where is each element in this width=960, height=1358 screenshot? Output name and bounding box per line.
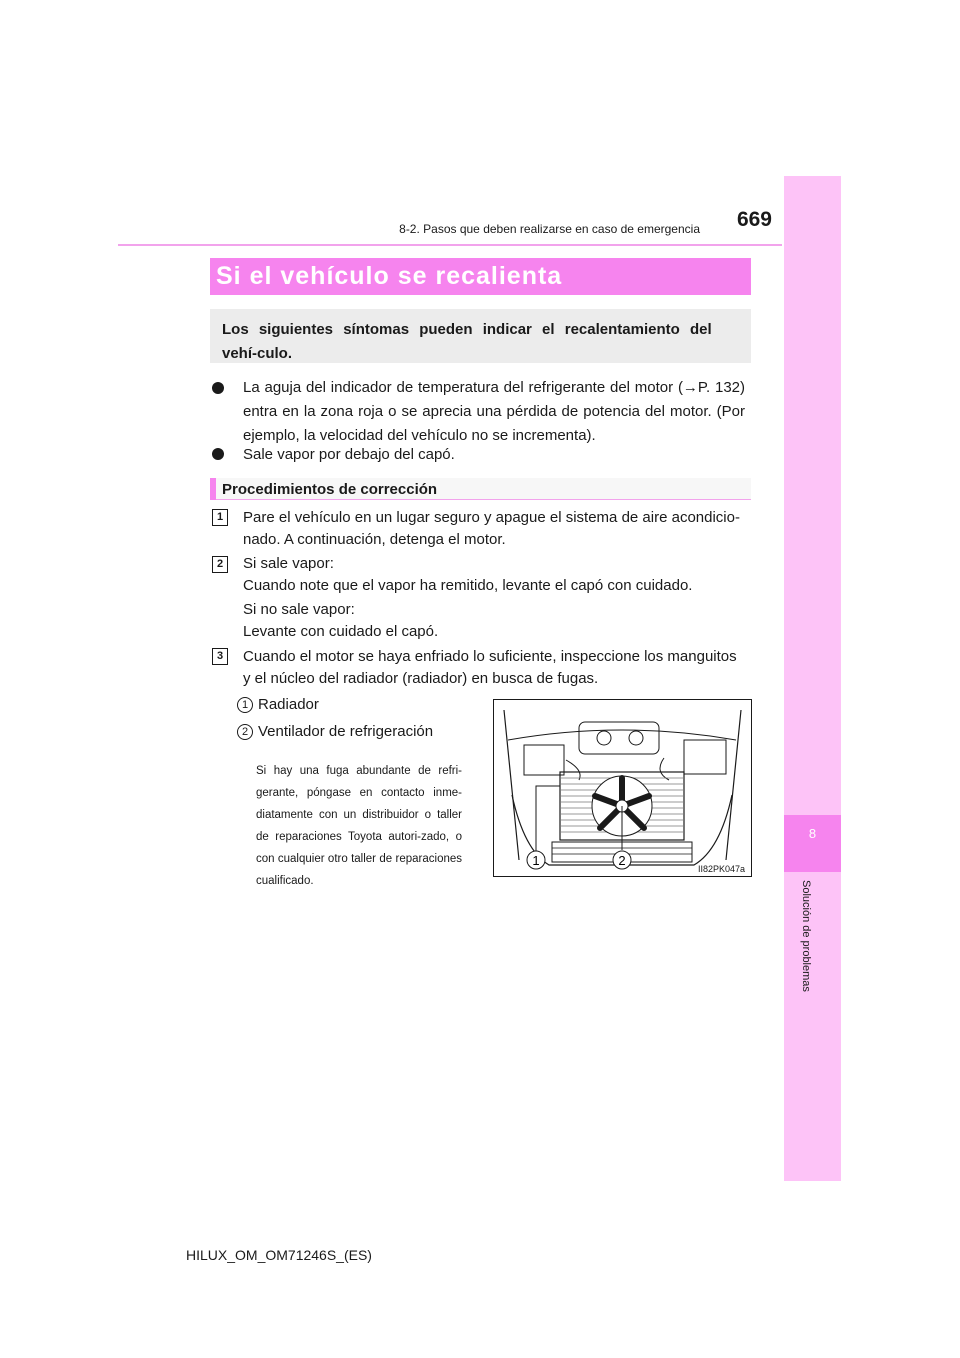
page-number: 669 bbox=[736, 208, 772, 231]
symptom-item: Sale vapor por debajo del capó. bbox=[243, 446, 455, 463]
bullet-icon bbox=[212, 382, 224, 394]
leak-note: Si hay una fuga abundante de refri-gerante, póngase en contacto inme-diatamente con un distribuidor o taller de reparaciones Toyota autori-zado, o con cualquier otro taller de reparaciones cualificado. bbox=[256, 765, 462, 887]
step-text: Si no sale vapor: bbox=[243, 601, 355, 618]
callout-marker: 2 bbox=[237, 724, 253, 740]
procedure-heading: Procedimientos de corrección bbox=[222, 481, 438, 498]
step-text: Cuando note que el vapor ha remitido, levante el capó con cuidado. bbox=[243, 577, 693, 594]
symptom-item: La aguja del indicador de temperatura del refrigerante del motor (→P. 132) entra en la zona roja o se aprecia una pérdida de potencia del motor. (Por ejemplo, la velocidad del vehículo no se incrementa). bbox=[243, 379, 745, 444]
document-code: HILUX_OM_OM71246S_(ES) bbox=[186, 1247, 372, 1263]
chapter-side-tab bbox=[784, 176, 841, 1181]
engine-illustration bbox=[493, 699, 752, 877]
figure-callout-1: 1 bbox=[532, 853, 540, 868]
callout-label: Ventilador de refrigeración bbox=[258, 723, 434, 740]
step-number-box: 3 bbox=[212, 648, 228, 665]
engine-drawing bbox=[494, 700, 751, 876]
page-title: Si el vehículo se recalienta bbox=[216, 262, 563, 290]
bullet-icon bbox=[212, 448, 224, 460]
callout-marker: 1 bbox=[237, 697, 253, 713]
step-number-box: 2 bbox=[212, 556, 228, 573]
header-divider bbox=[118, 244, 782, 246]
step-text: Cuando el motor se haya enfriado lo suficiente, inspeccione los manguitos y el núcleo del radiador (radiador) en busca de fugas. bbox=[243, 648, 737, 687]
intro-text: Los siguientes síntomas pueden indicar el recalentamiento del vehí-culo. bbox=[222, 321, 712, 362]
figure-callout-2: 2 bbox=[618, 853, 626, 868]
step-text: Si sale vapor: bbox=[243, 555, 334, 572]
callout-label: Radiador bbox=[258, 696, 319, 713]
chapter-number-tab bbox=[784, 815, 841, 872]
chapter-label: Solución de problemas bbox=[800, 880, 812, 992]
step-text: Pare el vehículo en un lugar seguro y apague el sistema de aire acondicio-nado. A continuación, detenga el motor. bbox=[243, 509, 740, 548]
step-number-box: 1 bbox=[212, 509, 228, 526]
figure-code: II82PK047a bbox=[698, 864, 746, 874]
procedure-heading-rule bbox=[216, 499, 751, 500]
chapter-number: 8 bbox=[808, 826, 817, 841]
section-title: 8-2. Pasos que deben realizarse en caso de emergencia bbox=[399, 222, 700, 236]
step-text: Levante con cuidado el capó. bbox=[243, 623, 439, 640]
